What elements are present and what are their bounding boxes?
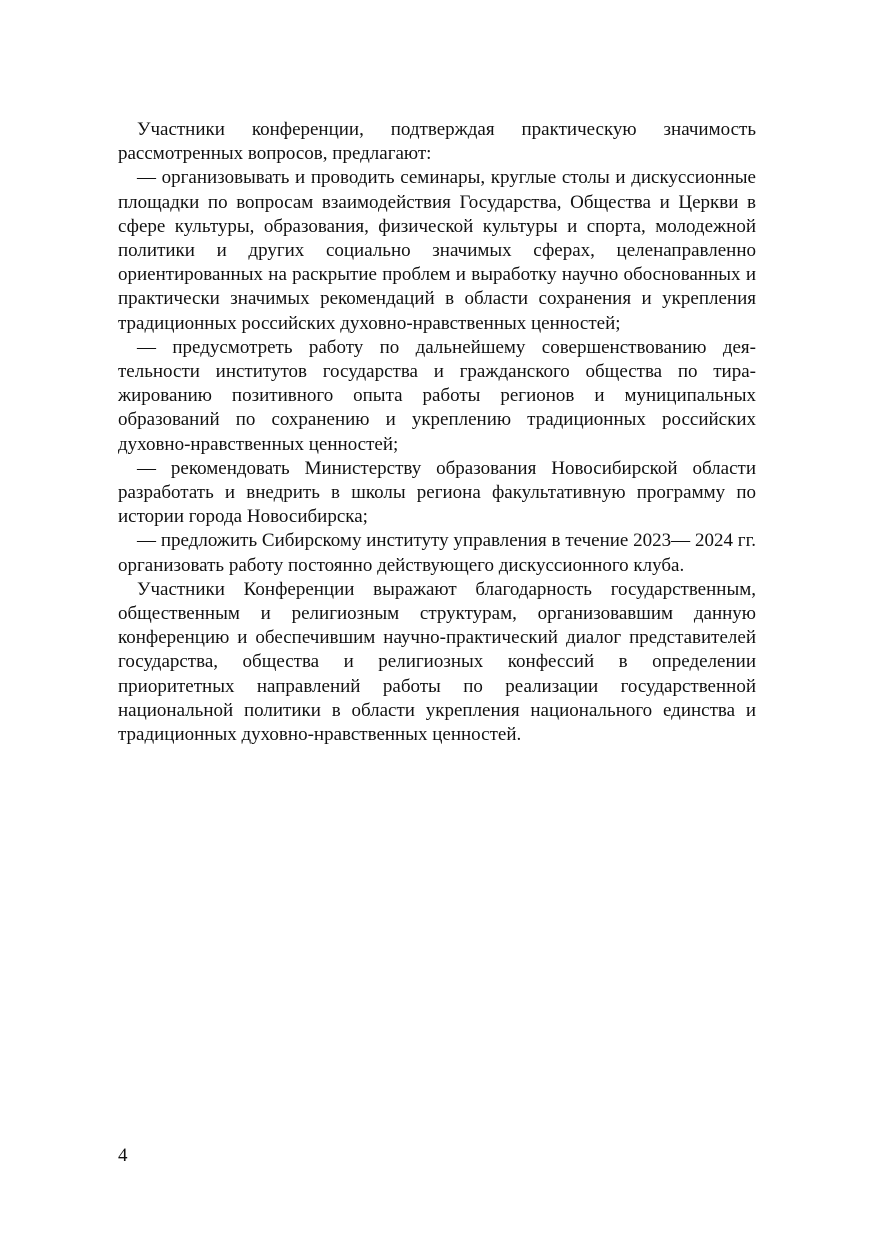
page-number: 4: [118, 1145, 128, 1166]
paragraph-gratitude: Участники Конференции выражают благодарность государственным, общественным и религиозным структурам, организовавшим данную конференцию и обеспечившим научно-практический диалог представителей государства, общества и религиозных конфессий в определении приоритетных направлений работы по реализации государственной национальной политики в области укрепления национального единства и традиционных духовно-нравственных ценностей.: [118, 578, 756, 746]
paragraph-intro: Участники конференции, подтверждая практическую значимость рассмотренных вопросов, предлагают:: [118, 119, 756, 165]
paragraph-proposal-seminars: — организовывать и проводить семинары, круглые столы и дискуссионные площадки по вопросам взаимодействия Государства, Общества и Церкви в сфере культуры, образования, физической культуры и спорта, молодежной политики и других социально значимых сферах, целенаправленно ориентированных на раскрытие проблем и выработку научно обоснованных и практически значимых рекомендаций в области сохранения и укрепления традиционных российских духовно-нравственных ценностей;: [118, 167, 756, 334]
paragraph-proposal-discussion-club: — предложить Сибирскому институту управления в течение 2023— 2024 гг. организовать работу постоянно действующего дискуссионного клуба.: [118, 530, 756, 576]
paragraph-proposal-ministry: — рекомендовать Министерству образования Новосибирской области разработать и внедрить в школы региона факультативную программу по истории города Новосибирска;: [118, 457, 756, 528]
paragraph-proposal-institutions: — предусмотреть работу по дальнейшему совершенствованию деятельности институтов государства и гражданского общества по тиражированию позитивного опыта работы регионов и муниципальных образований по сохранению и укреплению традиционных российских духовно-нравственных ценностей;: [118, 336, 756, 455]
page-body: [118, 118, 756, 747]
